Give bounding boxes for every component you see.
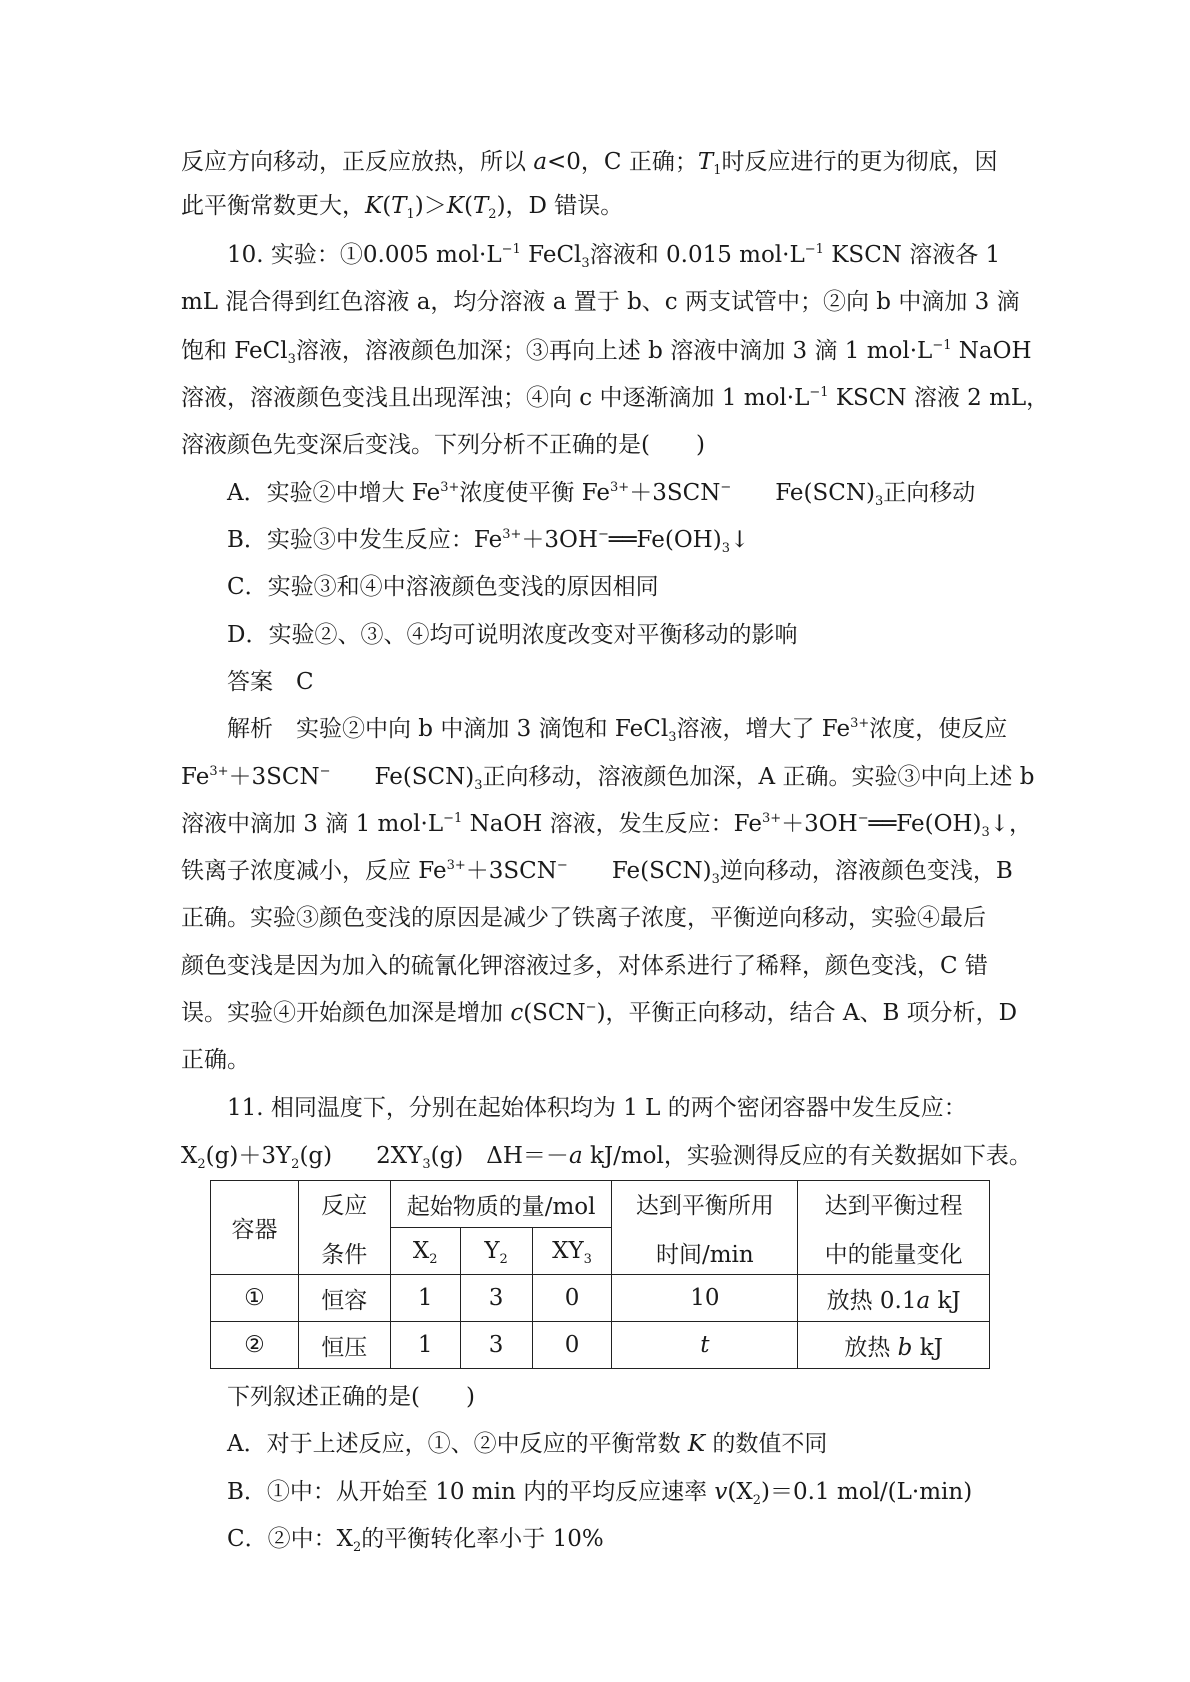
q10-line-1 bbox=[227, 240, 1000, 270]
sup: 3+ bbox=[610, 480, 630, 495]
var: K bbox=[687, 1431, 706, 1457]
sub: 2 bbox=[499, 1252, 508, 1267]
var: b bbox=[897, 1334, 913, 1361]
sub: 3 bbox=[287, 352, 296, 367]
text: B．①中：从开始至 10 min 内的平均反应速率 bbox=[227, 1479, 715, 1505]
var: T bbox=[391, 193, 407, 219]
data-table bbox=[210, 1180, 990, 1369]
text: 溶液，增大了 Fe bbox=[676, 716, 851, 742]
text: (g) bbox=[299, 1143, 333, 1169]
text: 此平衡常数更大， bbox=[181, 193, 365, 219]
q10-line-3 bbox=[181, 336, 1032, 366]
sup: − bbox=[319, 764, 331, 779]
cell-no: ② bbox=[211, 1322, 299, 1369]
q11-option-b bbox=[227, 1477, 972, 1507]
header-y2 bbox=[460, 1228, 532, 1275]
q11-line-1: 11. 相同温度下，分别在起始体积均为 1 L 的两个密闭容器中发生反应： bbox=[227, 1095, 967, 1121]
cell-cond: 恒压 bbox=[298, 1322, 390, 1369]
q10-option-b bbox=[227, 525, 749, 555]
text: Y bbox=[484, 1238, 500, 1264]
q10-explain-6: 颜色变浅是因为加入的硫氰化钾溶液过多，对体系进行了稀释，颜色变浅，C 错 bbox=[181, 953, 988, 979]
text: 逆向移动，溶液颜色变浅，B bbox=[719, 858, 1013, 884]
text: 反应方向移动，正反应放热，所以 bbox=[181, 149, 534, 175]
q10-explain-7 bbox=[181, 998, 1017, 1028]
text: 时反应进行的更为彻底，因 bbox=[721, 149, 998, 175]
text: ( bbox=[382, 193, 392, 219]
text: 正向移动，溶液颜色加深，A 正确。实验③中向上述 b bbox=[482, 764, 1035, 790]
cell-energy bbox=[798, 1322, 990, 1369]
sub: 2 bbox=[197, 1157, 206, 1172]
text: A．对于上述反应，①、②中反应的平衡常数 bbox=[227, 1431, 688, 1457]
header-initial-amount: 起始物质的量/mol bbox=[390, 1181, 612, 1228]
text: )，平衡正向移动，结合 A、B 项分析，D bbox=[596, 1000, 1018, 1026]
q10-explain-2 bbox=[181, 762, 1035, 792]
text: 的数值不同 bbox=[705, 1431, 828, 1457]
table-row bbox=[211, 1322, 990, 1369]
intro-line-2 bbox=[181, 191, 623, 221]
text: kJ/mol，实验测得反应的有关数据如下表。 bbox=[582, 1143, 1032, 1169]
sub: 2 bbox=[752, 1493, 762, 1508]
text: Fe bbox=[181, 764, 210, 790]
q10-option-c: C．实验③和④中溶液颜色变浅的原因相同 bbox=[227, 574, 659, 600]
text: 浓度，使反应 bbox=[869, 716, 1008, 742]
sub: 2 bbox=[291, 1157, 300, 1172]
header-container: 容器 bbox=[211, 1181, 299, 1275]
sup: 3+ bbox=[761, 811, 782, 826]
text: 饱和 FeCl bbox=[181, 338, 288, 364]
sup: − bbox=[556, 858, 568, 873]
sup: −1 bbox=[501, 242, 521, 257]
cell-cond: 恒容 bbox=[298, 1275, 390, 1322]
table-row bbox=[211, 1275, 990, 1322]
text: 溶液，溶液颜色变浅且出现浑浊；④向 c 中逐渐滴加 1 mol·L bbox=[181, 385, 810, 411]
cell-y2: 3 bbox=[460, 1322, 532, 1369]
text: 误。实验④开始颜色加深是增加 bbox=[181, 1000, 511, 1026]
text: ＋3SCN bbox=[629, 480, 721, 506]
sub: 3 bbox=[874, 494, 884, 509]
text: Fe(SCN) bbox=[775, 480, 875, 506]
text: C．②中：X bbox=[227, 1526, 353, 1552]
q10-line-4 bbox=[181, 383, 1049, 413]
cell-no: ① bbox=[211, 1275, 299, 1322]
sup: −1 bbox=[443, 811, 463, 826]
cell-x2: 1 bbox=[390, 1275, 460, 1322]
sub: 3 bbox=[981, 825, 990, 840]
text: 浓度使平衡 Fe bbox=[459, 480, 611, 506]
var: a bbox=[568, 1143, 583, 1169]
q10-option-d: D．实验②、③、④均可说明浓度改变对平衡移动的影响 bbox=[227, 622, 798, 648]
text: NaOH 溶液，发生反应：Fe bbox=[462, 811, 762, 837]
sup: 3+ bbox=[502, 527, 522, 542]
text: Fe(SCN) bbox=[374, 764, 475, 790]
sub: 3 bbox=[711, 872, 720, 887]
text: )，D 错误。 bbox=[496, 193, 624, 219]
text: (g)＋3Y bbox=[205, 1143, 292, 1169]
table-header-row-1 bbox=[211, 1181, 990, 1228]
sub: 2 bbox=[352, 1540, 362, 1555]
var: a bbox=[916, 1287, 931, 1314]
text: X bbox=[412, 1238, 430, 1264]
text: FeCl bbox=[520, 242, 582, 268]
header-xy3 bbox=[532, 1228, 612, 1275]
text: 反应 bbox=[321, 1192, 368, 1219]
cell-energy bbox=[798, 1275, 990, 1322]
text: B．实验③中发生反应：Fe bbox=[227, 527, 503, 553]
text: 正向移动 bbox=[883, 480, 976, 506]
sub: 3 bbox=[422, 1157, 431, 1172]
q10-option-a bbox=[227, 478, 975, 508]
text: KSCN 溶液各 1 bbox=[823, 242, 1001, 268]
text: 10. 实验：①0.005 mol·L bbox=[227, 242, 502, 268]
text: ↓， bbox=[989, 811, 1033, 837]
var: K bbox=[365, 193, 383, 219]
text: kJ bbox=[930, 1287, 961, 1314]
text: 铁离子浓度减小，反应 Fe bbox=[181, 858, 447, 884]
text: Fe(SCN) bbox=[611, 858, 712, 884]
q11-option-c bbox=[227, 1524, 604, 1554]
q10-explain-5: 正确。实验③颜色变浅的原因是减少了铁离子浓度，平衡逆向移动，实验④最后 bbox=[181, 905, 986, 931]
text: (g) ΔH＝－ bbox=[430, 1143, 569, 1169]
text: )＞ bbox=[414, 193, 447, 219]
sup: 3+ bbox=[209, 764, 229, 779]
text: A．实验②中增大 Fe bbox=[227, 480, 441, 506]
var: c bbox=[510, 1000, 524, 1026]
q10-explain-3 bbox=[181, 809, 1032, 839]
text: ( bbox=[463, 193, 473, 219]
q10-line-2: mL 混合得到红色溶液 a，均分溶液 a 置于 b、c 两支试管中；②向 b 中滴加 3 滴 bbox=[181, 289, 1020, 315]
q11-option-a bbox=[227, 1429, 827, 1459]
q10-explain-4 bbox=[181, 856, 1013, 886]
sub: 2 bbox=[488, 207, 497, 222]
text: (SCN bbox=[523, 1000, 586, 1026]
intro-line-1 bbox=[181, 147, 997, 177]
sup: −1 bbox=[809, 385, 829, 400]
text: 放热 0.1 bbox=[826, 1287, 917, 1314]
text: 溶液，溶液颜色加深；③再向上述 b 溶液中滴加 3 滴 1 mol·L bbox=[295, 338, 933, 364]
sub: 2 bbox=[429, 1252, 438, 1267]
text: ＋3SCN bbox=[228, 764, 320, 790]
text: 中的能量变化 bbox=[824, 1241, 963, 1268]
text: 解析 实验②中向 b 中滴加 3 滴饱和 FeCl bbox=[227, 716, 669, 742]
text: ＋3SCN bbox=[465, 858, 557, 884]
sub: 1 bbox=[406, 207, 415, 222]
sup: − bbox=[720, 480, 732, 495]
sup: 3+ bbox=[850, 716, 870, 731]
text: 2XY bbox=[376, 1143, 423, 1169]
text: 的平衡转化率小于 10% bbox=[361, 1526, 604, 1552]
text: 达到平衡过程 bbox=[824, 1192, 963, 1219]
var: T bbox=[472, 193, 489, 219]
sub: 3 bbox=[581, 256, 590, 271]
q11-stem: 下列叙述正确的是( ) bbox=[227, 1384, 475, 1410]
var: a bbox=[533, 149, 548, 175]
q10-answer: 答案 C bbox=[227, 669, 314, 695]
sup: −1 bbox=[804, 242, 824, 257]
var: K bbox=[446, 193, 464, 219]
var: T bbox=[697, 149, 714, 175]
text: ══Fe(OH) bbox=[608, 527, 722, 553]
text: NaOH bbox=[951, 338, 1032, 364]
header-time bbox=[612, 1181, 798, 1275]
header-condition bbox=[298, 1181, 390, 1275]
cell-y2: 3 bbox=[460, 1275, 532, 1322]
text: 达到平衡所用 bbox=[635, 1192, 774, 1219]
header-energy bbox=[798, 1181, 990, 1275]
text: (X bbox=[727, 1479, 753, 1505]
text: X bbox=[181, 1143, 198, 1169]
sub: 3 bbox=[583, 1252, 592, 1267]
var: v bbox=[714, 1479, 728, 1505]
sup: − bbox=[585, 1000, 597, 1015]
sup: − bbox=[597, 527, 609, 542]
text: ＋3OH bbox=[521, 527, 598, 553]
cell-xy3: 0 bbox=[532, 1275, 612, 1322]
text: ══Fe(OH) bbox=[868, 811, 982, 837]
text: 放热 bbox=[844, 1334, 898, 1361]
header-x2 bbox=[390, 1228, 460, 1275]
sup: − bbox=[857, 811, 869, 826]
q10-explain-8: 正确。 bbox=[181, 1047, 250, 1073]
cell-time: t bbox=[612, 1322, 798, 1369]
text: 条件 bbox=[321, 1241, 368, 1268]
sup: −1 bbox=[932, 338, 952, 353]
cell-x2: 1 bbox=[390, 1322, 460, 1369]
text: 时间/min bbox=[655, 1241, 754, 1268]
sub: 1 bbox=[713, 163, 722, 178]
text: 溶液中滴加 3 滴 1 mol·L bbox=[181, 811, 444, 837]
q10-line-5: 溶液颜色先变深后变浅。下列分析不正确的是( ) bbox=[181, 432, 705, 458]
cell-xy3: 0 bbox=[532, 1322, 612, 1369]
text: ＋3OH bbox=[781, 811, 858, 837]
sup: 3+ bbox=[440, 480, 460, 495]
q11-line-2 bbox=[181, 1141, 1032, 1171]
text: KSCN 溶液 2 mL， bbox=[828, 385, 1050, 411]
sub: 3 bbox=[668, 730, 677, 745]
text: XY bbox=[552, 1238, 584, 1264]
text: )＝0.1 mol/(L·min) bbox=[761, 1479, 973, 1505]
text: ↓ bbox=[730, 527, 750, 553]
sub: 3 bbox=[474, 778, 483, 793]
sub: 3 bbox=[721, 541, 730, 556]
q10-explain-1 bbox=[227, 714, 1007, 744]
cell-time: 10 bbox=[612, 1275, 798, 1322]
text: <0，C 正确； bbox=[547, 149, 698, 175]
text: kJ bbox=[912, 1334, 943, 1361]
text: 溶液和 0.015 mol·L bbox=[589, 242, 805, 268]
sup: 3+ bbox=[446, 858, 466, 873]
